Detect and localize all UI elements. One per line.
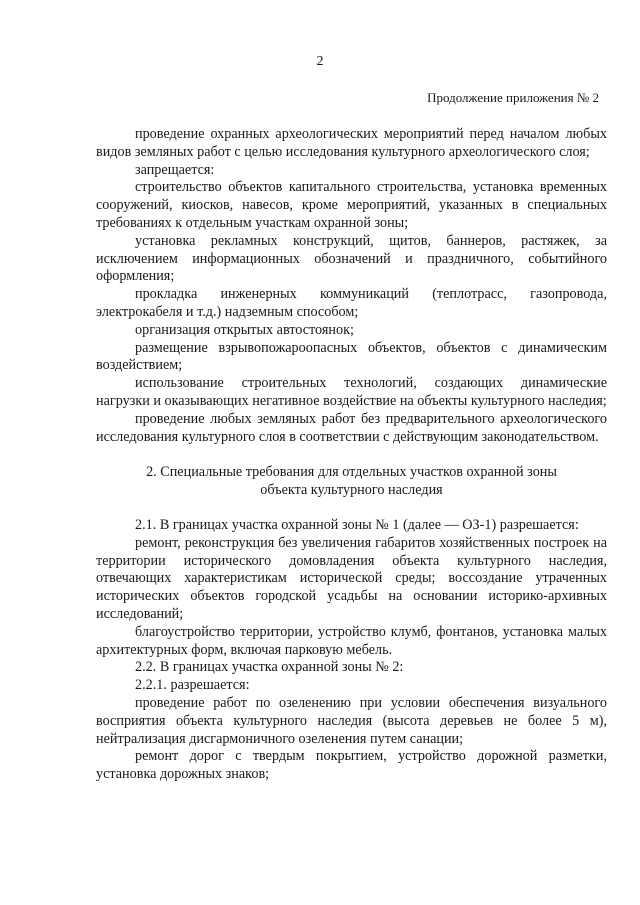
- paragraph: 2.1. В границах участка охранной зоны № 1 (далее — ОЗ-1) разрешается:: [135, 516, 579, 533]
- paragraph: 2.2.1. разрешается:: [135, 677, 250, 694]
- paragraph: проведение охранных археологических мероприятий перед началом любых видов земляных работ с целью исследования культурного археологического слоя;: [96, 126, 607, 160]
- paragraph: строительство объектов капитального строительства, установка временных сооружений, киосков, навесов, кроме мероприятий, указанных в специальных требованиях к отдельным участкам охранной зоны;: [96, 179, 607, 231]
- appendix-continuation-note: Продолжение приложения № 2: [427, 90, 599, 105]
- paragraph: прокладка инженерных коммуникаций (теплотрасс, газопровода, электрокабеля и т.д.) надземным способом;: [96, 286, 607, 320]
- paragraph: ремонт, реконструкция без увеличения габаритов хозяйственных построек на территории исторического домовладения объекта культурного наследия, отвечающих характеристикам исторической среды; воссоздание утраченных исторических объектов городской усадьбы на основании историко-архивных исследований;: [96, 534, 607, 622]
- document-body: [96, 126, 607, 784]
- paragraph: проведение работ по озеленению при условии обеспечения визуального восприятия объекта культурного наследия (высота деревьев не более 5 м), нейтрализация дисгармоничного озеленения путем санации;: [96, 694, 607, 747]
- prohibitions-section: [96, 126, 607, 446]
- paragraph: организация открытых автостоянок;: [135, 321, 354, 338]
- paragraph: ремонт дорог с твердым покрытием, устройство дорожной разметки, установка дорожных знаков;: [96, 748, 607, 783]
- paragraph: использование строительных технологий, создающих динамические нагрузки и оказывающих негативное воздействие на объекты культурного наследия;: [96, 375, 607, 409]
- section-heading-line: 2. Специальные требования для отдельных участков охранной зоны: [146, 464, 557, 481]
- paragraph: проведение любых земляных работ без предварительного археологического исследования культурного слоя в соответствии с действующим законодательством.: [96, 410, 607, 445]
- paragraph: благоустройство территории, устройство клумб, фонтанов, установка малых архитектурных форм, включая парковую мебель.: [96, 623, 607, 658]
- paragraph: размещение взрывопожароопасных объектов, объектов с динамическим воздействием;: [96, 339, 607, 374]
- paragraph: установка рекламных конструкций, щитов, баннеров, растяжек, за исключением информационных обозначений и праздничного, событийного оформления;: [96, 232, 607, 285]
- paragraph: запрещается:: [135, 161, 215, 178]
- paragraph: 2.2. В границах участка охранной зоны № 2:: [135, 659, 404, 676]
- page-number: 2: [316, 54, 324, 69]
- special-requirements-section: [96, 517, 607, 784]
- section-heading: [96, 464, 607, 500]
- section-heading-line: объекта культурного наследия: [260, 482, 443, 499]
